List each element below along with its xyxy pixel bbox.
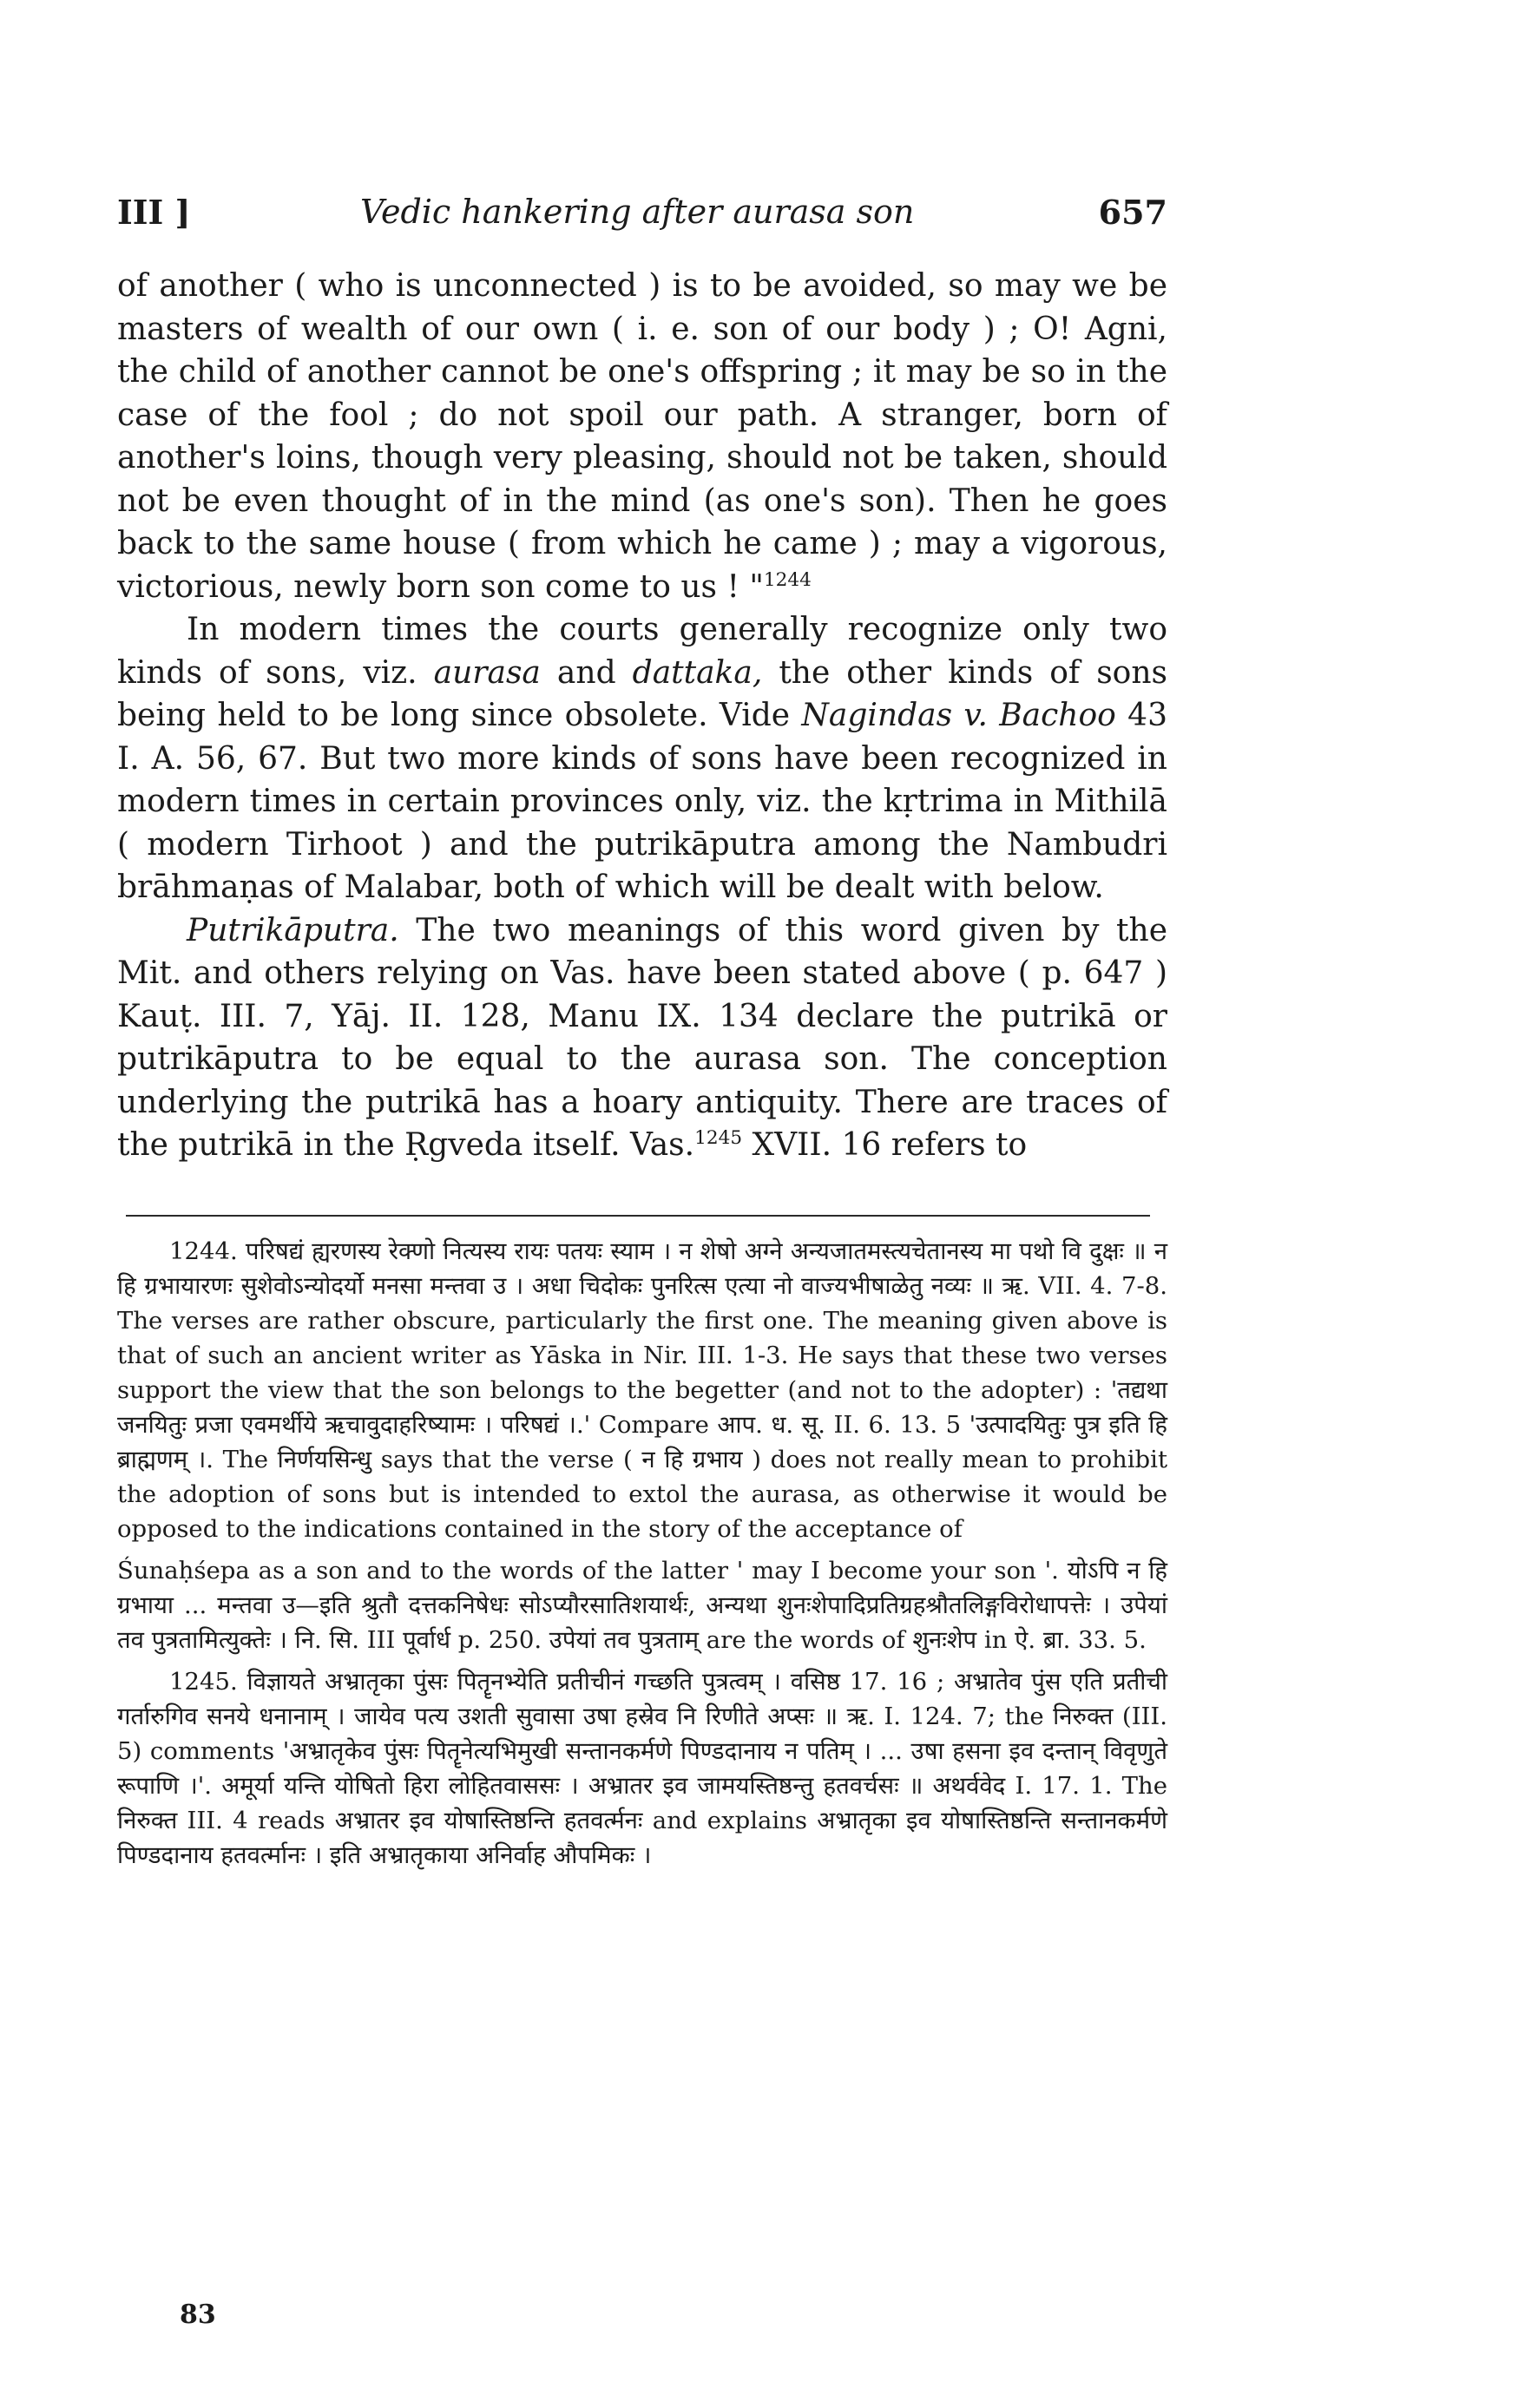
paragraph-text: of another ( who is unconnected ) is to be avoided, so may we be masters of wealth of our own ( i. e. son of our body ) ; O! Agni, the child of another cannot be one's offspring ; it may be so in the case of the fool ; do not spoil our path. A stranger, born of another's loins, though very pleasing, should not be taken, should not be even thought of in the mind (as one's son). Then he goes back to the same house ( from which he came ) ; may a vigorous, victorious, newly born son come to us ! " — [117, 268, 1167, 605]
footnote-1244: 1244. परिषद्यं ह्यरणस्य रेक्णो नित्यस्य रायः पतयः स्याम । न शेषो अग्ने अन्यजातमस्त्यचेतानस्य मा पथो वि दुक्षः ॥ न हि ग्रभायारणः सुशेवोऽन्योदर्यो मनसा मन्तवा उ । अधा चिदोकः पुनरित्स एत्या नो वाज्यभीषाळेतु नव्यः ॥ ऋ. VII. 4. 7-8. The verses are rather obscure, particularly the first one. The meaning given above is that of such an ancient writer as Yāska in Nir. III. 1-3. He says that these two verses support the view that the son belongs to the begetter (and not to the adopter) : 'तद्यथा जनयितुः प्रजा एवमर्थीये ऋचावुदाहरिष्यामः । परिषद्यं ।.' Compare आप. ध. सू. II. 6. 13. 5 'उत्पादयितुः पुत्र इति हि ब्राह्मणम् ।. The निर्णयसिन्धु says that the verse ( न हि ग्रभाय ) does not really mean to prohibit the adoption of sons but is intended to extol the aurasa, as otherwise it would be opposed to the indications contained in the story of the acceptance of — [117, 1237, 1167, 1543]
paragraph-putrikaputra — [117, 909, 1167, 1167]
section-heading: Putrikāputra. — [187, 912, 399, 948]
book-page — [117, 0, 1167, 2408]
text-run: 43 I. A. 56, 67. But two more kinds of sons have been recognized in modern times in certain provinces only, viz. the kṛtrima in Mithilā ( modern Tirhoot ) and the putrikāputra among the Nambudri brāhmaṇas of Malabar, both of which will be dealt with below. — [117, 698, 1167, 905]
text-run: and — [556, 654, 616, 691]
running-title: Vedic hankering after aurasa son — [360, 193, 915, 231]
text-run: In modern times the courts generally recognize only two kinds of sons, viz. — [117, 612, 1167, 691]
paragraph-modern-times — [117, 608, 1167, 909]
text-run: the other kinds of sons being held to be long since obsolete. Vide — [117, 654, 1168, 733]
term-dattaka: dattaka, — [632, 654, 763, 691]
page-number: 657 — [1098, 193, 1167, 232]
footnote-1244-continued: Śunaḥśepa as a son and to the words of the latter ' may I become your son '. योऽपि न हि ग्रभाया ... मन्तवा उ—इति श्रुतौ दत्तकनिषेधः सोऽप्यौरसातिशयार्थः, अन्यथा शुनःशेपादिप्रतिग्रहश्रौतलिङ्गविरोधापत्तेः । उपेयां तव पुत्रतामित्युक्तेः । नि. सि. III पूर्वार्ध p. 250. उपेयां तव पुत्रताम् are the words of शुनःशेप in ऐ. ब्रा. 33. 5. — [117, 1557, 1167, 1654]
footnote-divider — [126, 1215, 1150, 1217]
text-run: The two meanings of this word given by the Mit. and others relying on Vas. have been stated above ( p. 647 ) Kauṭ. III. 7, Yāj. II. 128, Manu IX. 134 declare the putrikā or putrikāputra to be equal to the aurasa son. The conception underlying the putrikā has a hoary antiquity. There are traces of the putrikā in the Ṛgveda itself. Vas. — [117, 912, 1167, 1163]
running-header — [117, 193, 1167, 236]
footnotes — [117, 1234, 1167, 1873]
footnote-ref-1244: 1244 — [763, 568, 812, 591]
signature-mark: 83 — [180, 2300, 216, 2330]
chapter-marker: III ] — [117, 193, 191, 232]
term-aurasa: aurasa — [433, 654, 541, 691]
text-run: XVII. 16 refers to — [752, 1127, 1028, 1163]
paragraph-continued — [117, 265, 1167, 608]
footnote-1245: 1245. विज्ञायते अभ्रातृका पुंसः पितॄनभ्येति प्रतीचीनं गच्छति पुत्रत्वम् । वसिष्ठ 17. 16 ; अभ्रातेव पुंस एति प्रतीची गर्तारुगिव सनये धनानाम् । जायेव पत्य उशती सुवासा उषा हस्रेव नि रिणीते अप्सः ॥ ऋ. I. 124. 7; the निरुक्त (III. 5) comments 'अभ्रातृकेव पुंसः पितॄनेत्यभिमुखी सन्तानकर्मणे पिण्डदानाय न पतिम् । ... उषा हसना इव दन्तान् विवृणुते रूपाणि ।'. अमूर्या यन्ति योषितो हिरा लोहितवाससः । अभ्रातर इव जामयस्तिष्ठन्तु हतवर्चसः ॥ अथर्ववेद I. 17. 1. The निरुक्त III. 4 reads अभ्रातर इव योषास्तिष्ठन्ति हतवर्त्मनः and explains अभ्रातृका इव योषास्तिष्ठन्ति सन्तानकर्मणे पिण्डदानाय हतवर्त्मानः । इति अभ्रातृकाया अनिर्वाह औपमिकः । — [117, 1668, 1167, 1869]
main-text — [117, 265, 1167, 1167]
case-citation: Nagindas v. Bachoo — [801, 698, 1116, 733]
footnote-ref-1245: 1245 — [694, 1127, 743, 1149]
